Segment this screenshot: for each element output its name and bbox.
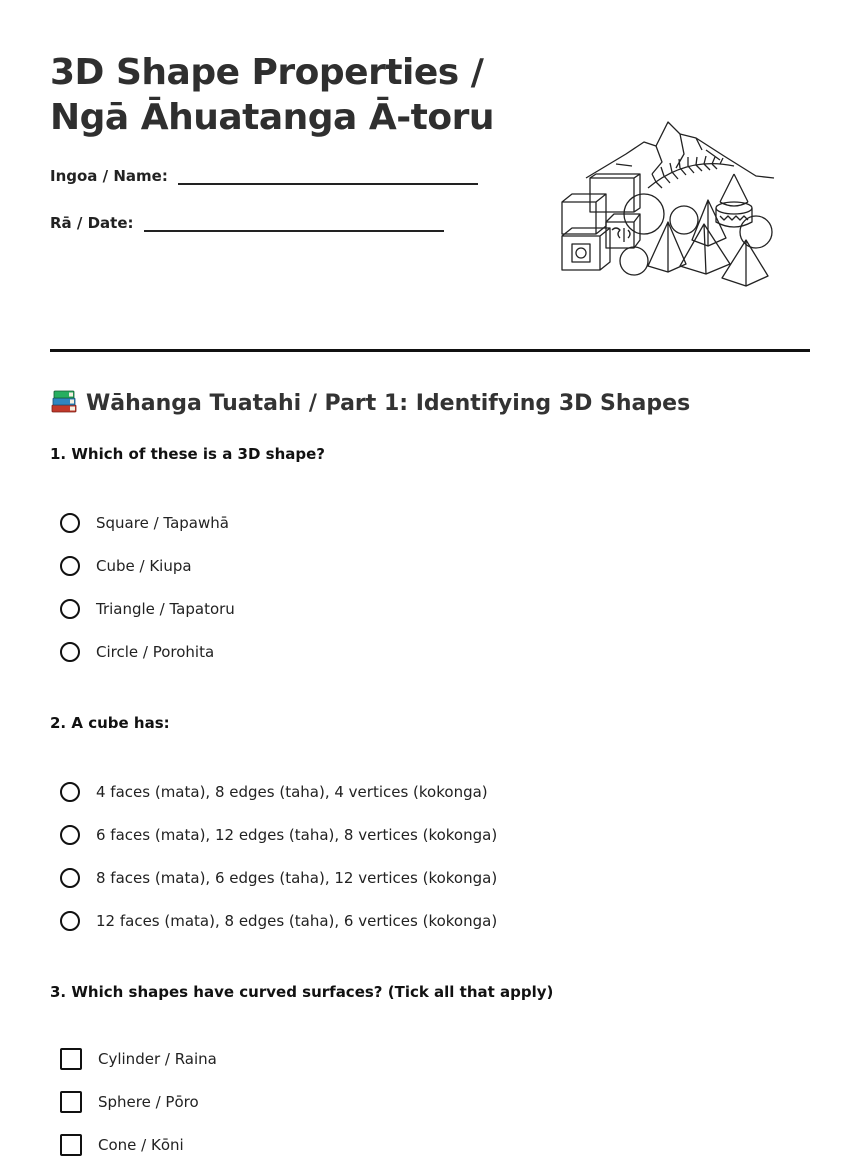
name-line[interactable] [178, 165, 478, 185]
radio-button[interactable] [60, 782, 80, 802]
name-field-row [50, 165, 478, 185]
section-1-title [50, 388, 690, 416]
q2-option-3[interactable] [60, 866, 497, 890]
date-label: Rā / Date: [50, 214, 134, 232]
checkbox[interactable] [60, 1048, 82, 1070]
checkbox[interactable] [60, 1134, 82, 1156]
option-label: Cone / Kōni [98, 1136, 184, 1154]
question-3-prompt: 3. Which shapes have curved surfaces? (Tick all that apply) [50, 983, 554, 1001]
date-line[interactable] [144, 212, 444, 232]
radio-button[interactable] [60, 513, 80, 533]
q1-option-4[interactable] [60, 640, 214, 664]
question-2-prompt: 2. A cube has: [50, 714, 170, 732]
option-label: Cube / Kiupa [96, 557, 192, 575]
title-line-1: 3D Shape Properties / [50, 52, 484, 93]
radio-button[interactable] [60, 599, 80, 619]
q1-option-2[interactable] [60, 554, 192, 578]
option-label: Square / Tapawhā [96, 514, 229, 532]
header-divider [50, 349, 810, 352]
option-label: Circle / Porohita [96, 643, 215, 661]
checkbox[interactable] [60, 1091, 82, 1113]
option-label: Sphere / Pōro [98, 1093, 199, 1111]
question-1-prompt: 1. Which of these is a 3D shape? [50, 445, 326, 463]
radio-button[interactable] [60, 868, 80, 888]
shapes-illustration-icon [556, 116, 778, 292]
title-line-2: Ngā Āhuatanga Ā-toru [50, 97, 494, 138]
q1-option-3[interactable] [60, 597, 235, 621]
name-label: Ingoa / Name: [50, 167, 168, 185]
q3-option-3[interactable] [60, 1133, 184, 1157]
date-field-row [50, 212, 444, 232]
page-title [50, 50, 494, 140]
q3-option-2[interactable] [60, 1090, 199, 1114]
q3-option-1[interactable] [60, 1047, 217, 1071]
option-label: 4 faces (mata), 8 edges (taha), 4 vertices (kokonga) [96, 783, 488, 801]
q2-option-2[interactable] [60, 823, 497, 847]
books-icon [50, 388, 78, 414]
option-label: 8 faces (mata), 6 edges (taha), 12 vertices (kokonga) [96, 869, 498, 887]
q2-option-1[interactable] [60, 780, 488, 804]
q1-option-1[interactable] [60, 511, 229, 535]
radio-button[interactable] [60, 556, 80, 576]
q2-option-4[interactable] [60, 909, 497, 933]
section-1-title-text: Wāhanga Tuatahi / Part 1: Identifying 3D Shapes [86, 391, 691, 416]
radio-button[interactable] [60, 911, 80, 931]
radio-button[interactable] [60, 642, 80, 662]
option-label: Triangle / Tapatoru [96, 600, 235, 618]
option-label: 12 faces (mata), 8 edges (taha), 6 vertices (kokonga) [96, 912, 498, 930]
option-label: 6 faces (mata), 12 edges (taha), 8 vertices (kokonga) [96, 826, 498, 844]
option-label: Cylinder / Raina [98, 1050, 217, 1068]
radio-button[interactable] [60, 825, 80, 845]
